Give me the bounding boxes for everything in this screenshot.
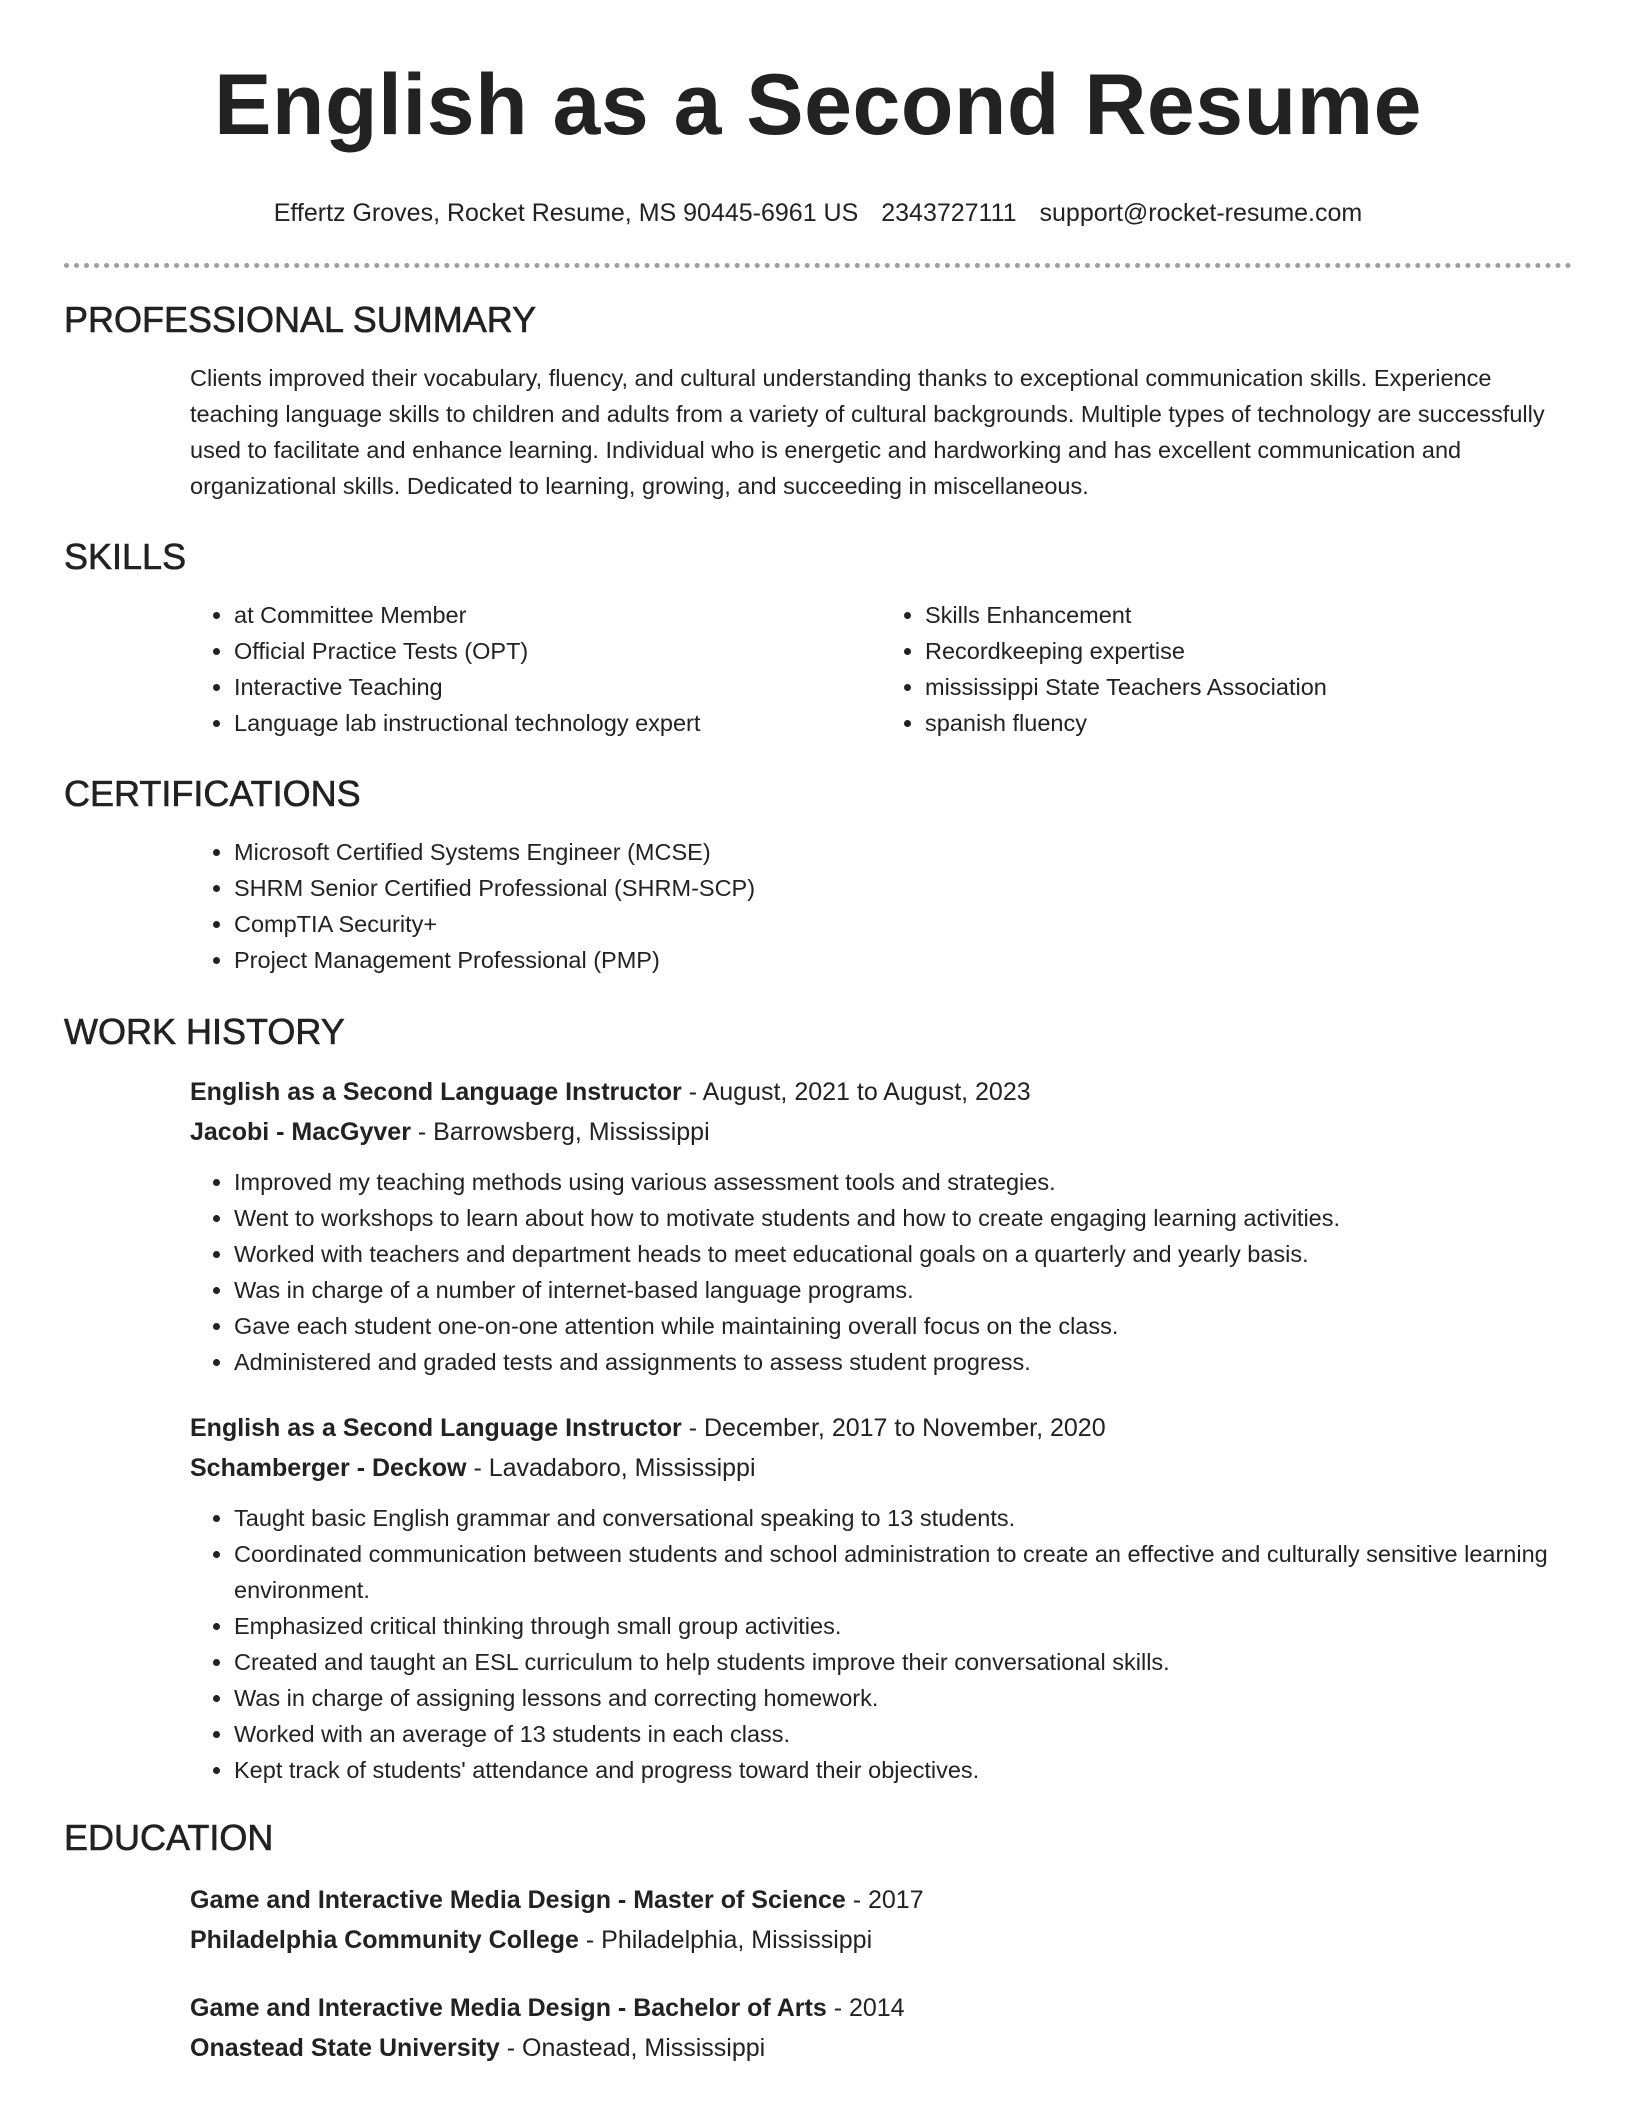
- education-content: [190, 1880, 1572, 2068]
- job-entry: [190, 1072, 1572, 1380]
- skills-list-left: [190, 597, 881, 741]
- resume-page: [64, 0, 1572, 2062]
- certifications-list: [190, 834, 1572, 978]
- education-school: Philadelphia Community College: [190, 1926, 579, 1954]
- list-item: • Language lab instructional technology expert: [234, 705, 881, 741]
- education-degree: Game and Interactive Media Design - Master of Science: [190, 1886, 846, 1914]
- job-location: - Barrowsberg, Mississippi: [410, 1118, 710, 1146]
- job-dates: - December, 2017 to November, 2020: [681, 1414, 1106, 1442]
- job-dates: - August, 2021 to August, 2023: [681, 1078, 1031, 1106]
- list-item: • Kept track of students' attendance and progress toward their objectives.: [234, 1752, 1572, 1788]
- work-heading: WORK HISTORY: [64, 1011, 345, 1052]
- list-item: • Was in charge of a number of internet-based language programs.: [234, 1272, 1572, 1308]
- summary-section: [64, 298, 1572, 504]
- contact-email: support@rocket-resume.com: [1039, 199, 1363, 227]
- list-item: • CompTIA Security+: [234, 906, 1572, 942]
- list-item: • Gave each student one-on-one attention while maintaining overall focus on the class.: [234, 1308, 1572, 1344]
- job-entry: [190, 1408, 1572, 1788]
- list-item: • Recordkeeping expertise: [925, 633, 1572, 669]
- education-location: - Philadelphia, Mississippi: [578, 1926, 873, 1954]
- list-item: • Was in charge of assigning lessons and correcting homework.: [234, 1680, 1572, 1716]
- list-item: • Taught basic English grammar and conversational speaking to 13 students.: [234, 1500, 1572, 1536]
- education-school-line: [190, 2028, 1572, 2068]
- work-section: [64, 1010, 1572, 1788]
- education-year: - 2014: [826, 1994, 905, 2022]
- job-company-line: [190, 1448, 1572, 1488]
- education-entry: [190, 1880, 1572, 1960]
- header-divider: [64, 263, 1572, 268]
- list-item: • Skills Enhancement: [925, 597, 1572, 633]
- list-item: • Microsoft Certified Systems Engineer (MCSE): [234, 834, 1572, 870]
- certifications-content: [190, 834, 1572, 978]
- certifications-section: [64, 772, 1572, 978]
- list-item: • Project Management Professional (PMP): [234, 942, 1572, 978]
- list-item: • at Committee Member: [234, 597, 881, 633]
- certifications-heading: CERTIFICATIONS: [64, 773, 361, 814]
- education-heading: EDUCATION: [64, 1817, 274, 1858]
- summary-heading: PROFESSIONAL SUMMARY: [64, 299, 537, 340]
- job-title: English as a Second Language Instructor: [190, 1078, 682, 1106]
- job-location: - Lavadaboro, Mississippi: [466, 1454, 756, 1482]
- summary-text: Clients improved their vocabulary, fluency, and cultural understanding thanks to exceptional communication skills. Experience teaching language skills to children and adults from a variety of cultural backgrounds. Multiple types of technology are successfully used to facilitate and enhance learning. Individual who is energetic and hardworking and has excellent communication and organizational skills. Dedicated to learning, growing, and succeeding in miscellaneous.: [190, 365, 1545, 499]
- list-item: • Went to workshops to learn about how to motivate students and how to create engaging learning activities.: [234, 1200, 1572, 1236]
- contact-line: [64, 197, 1572, 229]
- list-item: • Interactive Teaching: [234, 669, 881, 705]
- contact-phone: 2343727111: [881, 199, 1017, 227]
- job-company-line: [190, 1112, 1572, 1152]
- list-item: • Emphasized critical thinking through small group activities.: [234, 1608, 1572, 1644]
- list-item: • Official Practice Tests (OPT): [234, 633, 881, 669]
- job-bullets: [190, 1164, 1572, 1380]
- education-school: Onastead State University: [190, 2034, 500, 2062]
- list-item: • Administered and graded tests and assignments to assess student progress.: [234, 1344, 1572, 1380]
- contact-address: Effertz Groves, Rocket Resume, MS 90445-6961 US: [273, 199, 859, 227]
- job-company: Schamberger - Deckow: [190, 1454, 467, 1482]
- list-item: • Coordinated communication between students and school administration to create an effective and culturally sensitive learning environment.: [234, 1536, 1572, 1608]
- skills-heading: SKILLS: [64, 536, 187, 577]
- list-item: • SHRM Senior Certified Professional (SHRM-SCP): [234, 870, 1572, 906]
- education-entry: [190, 1988, 1572, 2068]
- skills-grid: [190, 597, 1572, 741]
- list-item: • Improved my teaching methods using various assessment tools and strategies.: [234, 1164, 1572, 1200]
- job-company: Jacobi - MacGyver: [190, 1118, 411, 1146]
- education-section: [64, 1816, 1572, 2096]
- skills-list-right: [881, 597, 1572, 741]
- list-item: • Created and taught an ESL curriculum to help students improve their conversational skills.: [234, 1644, 1572, 1680]
- job-title-line: [190, 1408, 1572, 1448]
- job-bullets: [190, 1500, 1572, 1788]
- education-degree-line: [190, 1988, 1572, 2028]
- education-year: - 2017: [845, 1886, 924, 1914]
- list-item: • spanish fluency: [925, 705, 1572, 741]
- skills-section: [64, 535, 1572, 741]
- education-degree-line: [190, 1880, 1572, 1920]
- job-title: English as a Second Language Instructor: [190, 1414, 682, 1442]
- education-location: - Onastead, Mississippi: [499, 2034, 766, 2062]
- list-item: • Worked with teachers and department heads to meet educational goals on a quarterly and yearly basis.: [234, 1236, 1572, 1272]
- education-degree: Game and Interactive Media Design - Bachelor of Arts: [190, 1994, 827, 2022]
- education-school-line: [190, 1920, 1572, 1960]
- list-item: • Worked with an average of 13 students in each class.: [234, 1716, 1572, 1752]
- list-item: • mississippi State Teachers Association: [925, 669, 1572, 705]
- resume-title: English as a Second Resume: [214, 57, 1422, 153]
- job-title-line: [190, 1072, 1572, 1112]
